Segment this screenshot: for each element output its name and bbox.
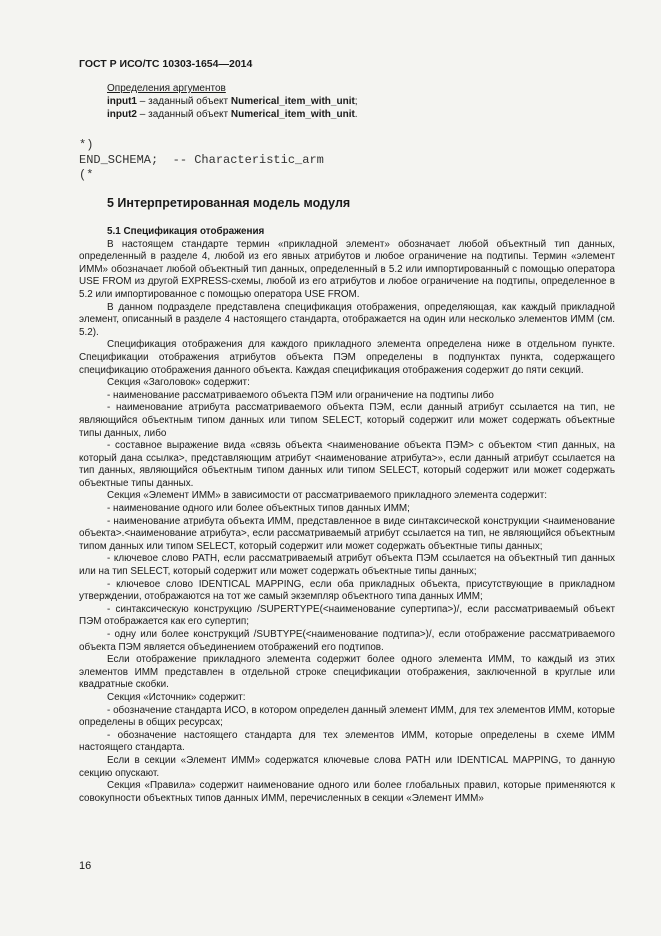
document-header: ГОСТ Р ИСО/ТС 10303-1654—2014 [79, 58, 253, 70]
body-text [79, 226, 615, 805]
list-item: - ключевое слово IDENTICAL MAPPING, если оба прикладных объекта, присутствующие в прикладном утверждении, отображаются на тот же самый экземпляр объектного типа данных ИММ; [79, 578, 615, 603]
paragraph: Секция «Источник» содержит: [107, 691, 246, 703]
list-item: - составное выражение вида «связь объекта <наименование объекта ПЭМ> с объектом <тип данных, на который дана ссылка>, представляющим атрибут <наименование атрибута>», если данный атрибут ссылается на тип данных, являющийся объектным типом данных или типом SELECT, который содержит или может содержать объектные типы данных. [79, 440, 615, 489]
subsection-title: 5.1 Спецификация отображения [107, 226, 265, 237]
list-item: - наименование атрибута объекта ИММ, представленное в виде синтаксической конструкции <наименование объекта>.<наименование атрибута>, если рассматриваемый атрибут ссылается на тип, не являющийся объектным типом данных или типом SELECT, который содержит или может содержать объектные типы данных; [79, 515, 615, 552]
code-line: *) [79, 138, 94, 152]
list-item: - одну или более конструкций /SUBTYPE(<наименование подтипа>)/, если отображение рассматриваемого объекта ПЭМ является объединением отображений его подтипов. [79, 629, 615, 653]
arg-input2: input2 – заданный объект Numerical_item_with_unit. [107, 109, 358, 120]
paragraph: Если в секции «Элемент ИММ» содержатся ключевые слова PATH или IDENTICAL MAPPING, то данную секцию опускают. [79, 754, 615, 779]
list-item: - ключевое слово PATH, если рассматриваемый атрибут объекта ПЭМ ссылается на объектный тип данных или на тип SELECT, который содержит или может содержать объектные типы данных; [79, 553, 615, 578]
express-code-block [79, 138, 324, 183]
paragraph: Секция «Элемент ИММ» в зависимости от рассматриваемого прикладного элемента содержит: [107, 490, 548, 502]
arg-input1: input1 – заданный объект Numerical_item_with_unit; [107, 96, 358, 107]
paragraph: Секция «Заголовок» содержит: [107, 377, 250, 389]
paragraph: Секция «Правила» содержит наименование одного или более глобальных правил, которые применяются к совокупности объектных типов данных ИММ, перечисленных в секции «Элемент ИММ» [79, 780, 615, 804]
argument-definitions [107, 82, 358, 121]
paragraph: Спецификация отображения для каждого прикладного элемента определена ниже в отдельном пункте. Спецификации отображения атрибутов объекта ПЭМ определены в подпунктах пункта, содержащего спецификацию отображения данного объекта. Каждая спецификация отображения содержит до пяти секций. [79, 339, 615, 376]
list-item: - синтаксическую конструкцию /SUPERTYPE(<наименование супертипа>)/, если рассматриваемый объект ПЭМ отображается как его супертип; [79, 603, 615, 628]
paragraph: В данном подразделе представлена спецификация отображения, определяющая, как каждый прикладной элемент, описанный в разделе 4 настоящего стандарта, отображается на один или несколько элементов ИММ (см. 5.2). [79, 301, 615, 338]
section-title: 5 Интерпретированная модель модуля [107, 196, 351, 210]
args-title: Определения аргументов [107, 83, 226, 94]
list-item: - наименование рассматриваемого объекта ПЭМ или ограничение на подтипы либо [107, 389, 494, 401]
list-item: - наименование одного или более объектных типов данных ИММ; [107, 503, 410, 515]
list-item: - обозначение стандарта ИСО, в котором определен данный элемент ИММ, для тех элементов ИММ, которые определены в общих ресурсах; [79, 704, 615, 729]
code-line: END_SCHEMA; -- Characteristic_arm [79, 153, 324, 167]
code-line: (* [79, 168, 94, 182]
paragraph: В настоящем стандарте термин «прикладной элемент» обозначает любой объектный тип данных, определенный в разделе 4, любой из его явных атрибутов и любое ограничение на подтипы. Термин «элемент ИММ» обозначает любой объектный тип данных, определенный в 5.2 или импортированный с помощью оператора USE FROM из другой EXPRESS-схемы, любой из его атрибутов и любое ограничение на подтипы, определенное в 5.2 или импортированное с помощью оператора USE FROM. [79, 238, 615, 300]
paragraph: Если отображение прикладного элемента содержит более одного элемента ИММ, то каждый из этих элементов ИММ представлен в отдельной строке спецификации отображения, заключенной в круглые или квадратные скобки. [79, 654, 615, 691]
page-number: 16 [79, 860, 92, 872]
list-item: - наименование атрибута рассматриваемого объекта ПЭМ, если данный атрибут ссылается на тип, не являющийся объектным типом данных или типом SELECT, который содержит или может содержать объектные типы данных, либо [79, 402, 615, 439]
list-item: - обозначение настоящего стандарта для тех элементов ИММ, которые определены в схеме ИММ настоящего стандарта. [79, 729, 615, 754]
